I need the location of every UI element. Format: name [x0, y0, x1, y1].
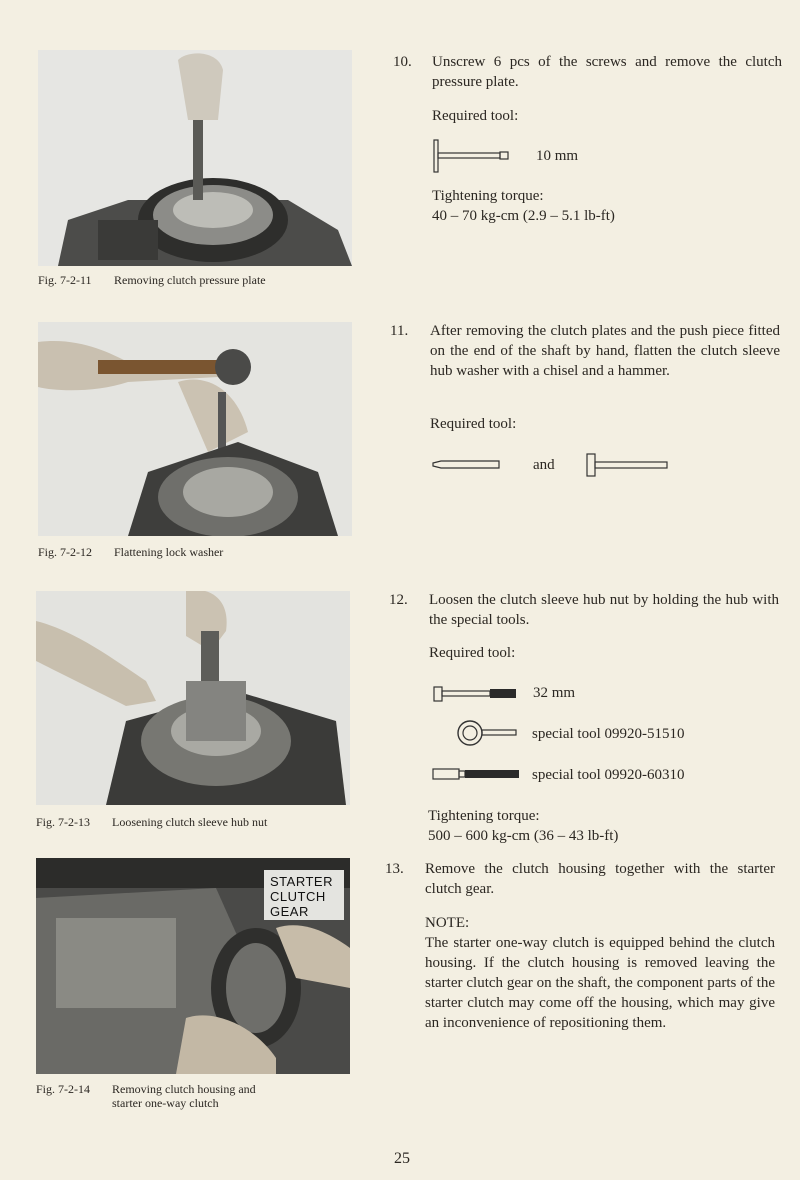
torque-label: Tightening torque: — [432, 188, 544, 204]
socket-wrench-icon — [432, 684, 518, 704]
step-number: 11. — [390, 323, 409, 339]
bar-tool-icon — [431, 767, 521, 781]
step-number: 10. — [393, 54, 412, 70]
figure-number: Fig. 7-2-12 — [38, 545, 92, 559]
photo-label-starter-clutch-gear: STARTER CLUTCH GEAR — [270, 874, 333, 919]
figure-caption-3 — [36, 815, 267, 829]
and-label: and — [533, 457, 555, 473]
note-text: The starter one-way clutch is equipped behind the clutch housing. If the clutch housing is removed leaving the starter clutch gear on the shaft, the component parts of the starter clutch may come off the housing, which may give an inconvenience of repositioning them. — [425, 935, 775, 1031]
step-text: Unscrew 6 pcs of the screws and remove the clutch pressure plate. — [432, 54, 782, 90]
tool-label: special tool 09920-51510 — [532, 726, 685, 742]
note-label: NOTE: — [425, 915, 470, 931]
chisel-icon — [431, 458, 503, 472]
figure-caption-text: Removing clutch housing and — [112, 1082, 256, 1096]
ring-holder-icon — [455, 718, 519, 748]
figure-photo-4 — [36, 858, 350, 1074]
figure-photo-3 — [36, 591, 350, 805]
step-text: Loosen the clutch sleeve hub nut by holding the hub with the special tools. — [429, 592, 779, 628]
figure-caption-text: starter one-way clutch — [112, 1096, 219, 1110]
step-text: Remove the clutch housing together with the starter clutch gear. — [425, 861, 775, 897]
step-number: 13. — [385, 861, 404, 877]
figure-caption-text: Loosening clutch sleeve hub nut — [112, 815, 268, 829]
hammer-icon — [585, 452, 671, 478]
figure-number: Fig. 7-2-13 — [36, 815, 90, 829]
figure-number: Fig. 7-2-14 — [36, 1082, 90, 1096]
figure-caption-1 — [38, 273, 266, 287]
tool-label: special tool 09920-60310 — [532, 767, 685, 783]
figure-number: Fig. 7-2-11 — [38, 273, 92, 287]
figure-photo-1 — [38, 50, 352, 266]
figure-caption-4-line2 — [36, 1096, 219, 1110]
tool-label: 32 mm — [533, 685, 576, 701]
step-number: 12. — [389, 592, 408, 608]
required-tool-label: Required tool: — [432, 108, 519, 124]
required-tool-label: Required tool: — [430, 416, 517, 432]
required-tool-label: Required tool: — [429, 645, 516, 661]
figure-caption-text: Removing clutch pressure plate — [114, 273, 266, 287]
step-text: After removing the clutch plates and the push piece fitted on the end of the shaft by hand, flatten the clutch sleeve hub washer with a chisel and a hammer. — [430, 323, 780, 379]
tool-label: 10 mm — [536, 148, 579, 164]
page-number: 25 — [394, 1150, 410, 1167]
figure-caption-text: Flattening lock washer — [114, 545, 224, 559]
torque-label: Tightening torque: — [428, 808, 540, 824]
torque-value: 500 – 600 kg-cm (36 – 43 lb-ft) — [428, 828, 619, 844]
t-handle-wrench-icon — [432, 138, 512, 174]
torque-value: 40 – 70 kg-cm (2.9 – 5.1 lb-ft) — [432, 208, 615, 224]
figure-caption-4 — [36, 1082, 256, 1096]
figure-caption-2 — [38, 545, 223, 559]
figure-photo-2 — [38, 322, 352, 536]
